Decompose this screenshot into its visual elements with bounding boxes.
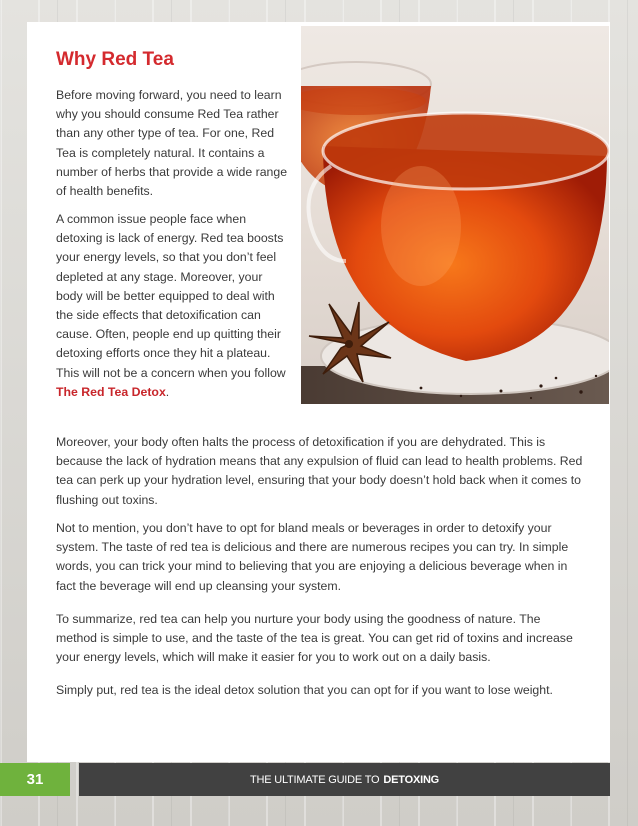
footer-guide-bold: DETOXING (383, 773, 440, 786)
tea-cup-illustration (301, 26, 609, 404)
hydration-paragraph: Moreover, your body often halts the process of detoxification if you are dehydrated. This is because the lack of hydration means that any expulsion of fluid can lead to health problems. Red tea can perk up your hydration level, ensuring that your body doesn’t hold back when it comes to flushing out toxins. (56, 435, 583, 507)
summary-paragraph: To summarize, red tea can help you nurture your body using the goodness of nature. The method is simple to use, and the taste of the tea is great. You can get rid of toxins and increase your energy levels, which will make it easier for you to work out on a daily basis. (56, 612, 573, 665)
intro-paragraph: Before moving forward, you need to learn why you should consume Red Tea rather than any other type of tea. For one, Red Tea is completely natural. It contains a number of herbs that provide a wide range of health benefits. (56, 88, 288, 199)
energy-paragraph-text: A common issue people face when detoxing is lack of energy. Red tea boosts your energy levels, so that you don’t feel depleted at any stage. Moreover, your body will be better equipped to deal with the side effects that detoxification can cause. Often, people end up quitting their detoxing efforts once they hit a plateau. This will not be a concern when you follow (56, 212, 286, 380)
footer-banner (79, 763, 610, 796)
footer-guide-prefix: THE ULTIMATE GUIDE TO (249, 773, 380, 786)
red-tea-photo (301, 26, 609, 404)
page-title: Why Red Tea (56, 49, 174, 70)
document-page (27, 22, 610, 762)
energy-paragraph-end: . (165, 384, 170, 399)
red-tea-detox-link[interactable]: The Red Tea Detox (56, 384, 166, 399)
page-number: 31 (0, 763, 70, 796)
conclusion-paragraph: Simply put, red tea is the ideal detox solution that you can opt for if you want to lose weight. (56, 683, 553, 697)
energy-paragraph (56, 210, 288, 402)
taste-paragraph: Not to mention, you don’t have to opt for bland meals or beverages in order to detoxify your system. The taste of red tea is delicious and there are numerous recipes you can try. In simple words, you can trick your mind to believing that you are enjoying a delicious beverage when in fact the beverage will end up cleansing your system. (56, 521, 569, 593)
